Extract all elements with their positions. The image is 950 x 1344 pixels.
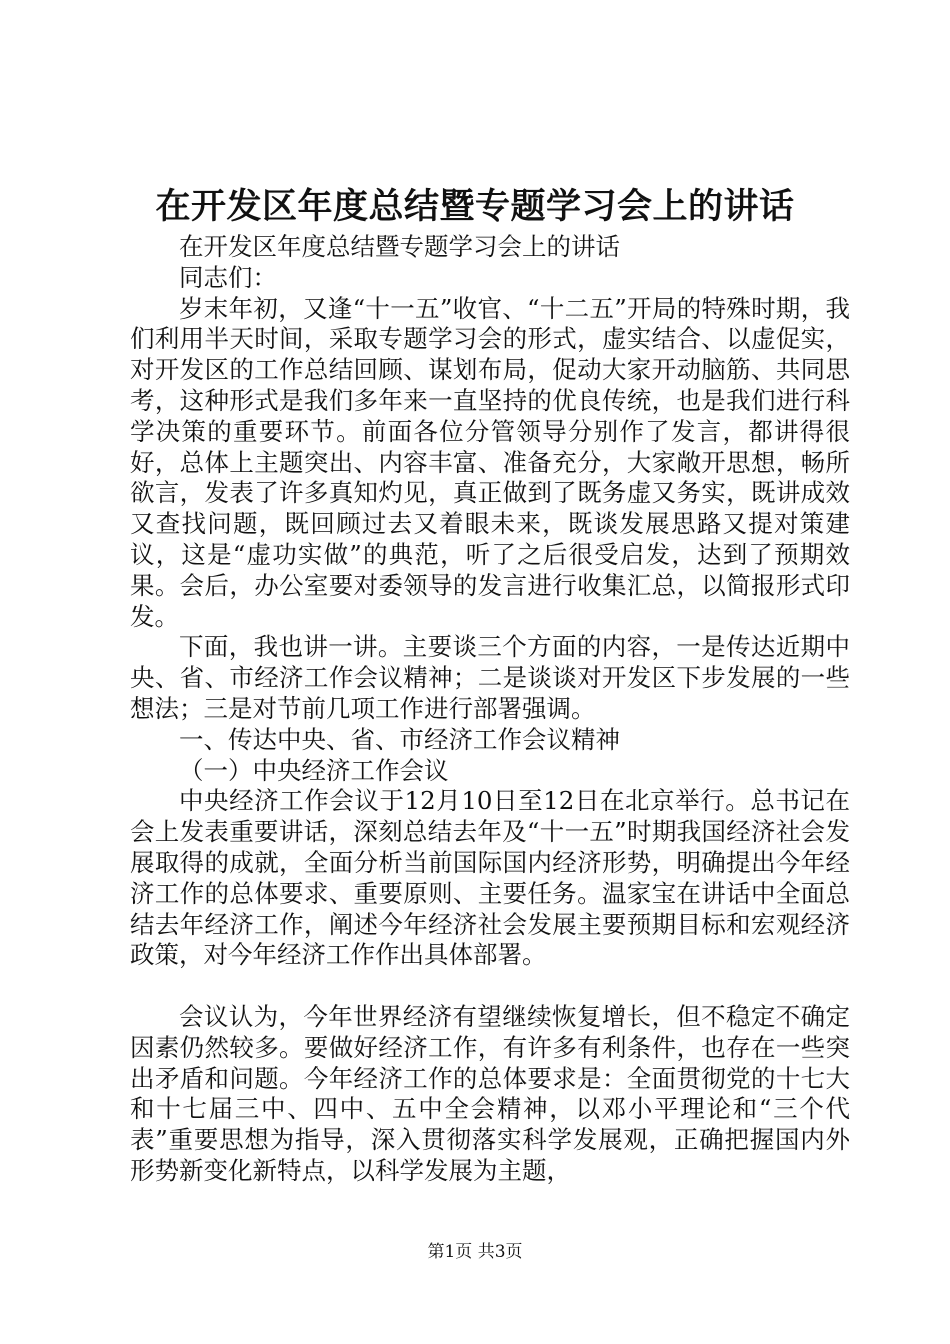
subsection-heading: （一）中央经济工作会议	[179, 755, 449, 785]
subtitle-paragraph: 在开发区年度总结暨专题学习会上的讲话	[179, 232, 620, 261]
section-heading: 一、传达中央、省、市经济工作会议精神	[179, 724, 620, 754]
body-paragraph: 岁末年初，又逢“十一五”收官、“十二五”开局的特殊时期，我们利用半天时间，采取专题学习会的形式，虚实结合、以虚促实，对开发区的工作总结回顾、谋划布局，促动大家开动脑筋、共同思考，这种形式是我们多年来一直坚持的优良传统，也是我们进行科学决策的重要环节。前面各位分管领导分别作了发言，都讲得很好，总体上主题突出、内容丰富、准备充分，大家敞开思想，畅所欲言，发表了许多真知灼见，真正做到了既务虚又务实，既讲成效又查找问题，既回顾过去又着眼未来，既谈发展思路又提对策建议，这是“虚功实做”的典范，听了之后很受启发，达到了预期效果。会后，办公室要对委领导的发言进行收集汇总，以简报形式印发。	[130, 293, 850, 631]
body-paragraph: 会议认为，今年世界经济有望继续恢复增长，但不稳定不确定因素仍然较多。要做好经济工作，有许多有利条件，也存在一些突出矛盾和问题。今年经济工作的总体要求是：全面贯彻党的十七大和十七届三中、四中、五中全会精神，以邓小平理论和“三个代表”重要思想为指导，深入贯彻落实科学发展观，正确把握国内外形势新变化新特点，以科学发展为主题，	[130, 1001, 850, 1185]
body-paragraph: 中央经济工作会议于12月10日至12日在北京举行。总书记在会上发表重要讲话，深刻总结去年及“十一五”时期我国经济社会发展取得的成就，全面分析当前国际国内经济形势，明确提出今年经济工作的总体要求、重要原则、主要任务。温家宝在讲话中全面总结去年经济工作，阐述今年经济社会发展主要预期目标和宏观经济政策，对今年经济工作作出具体部署。	[130, 786, 850, 970]
body-paragraph: 下面，我也讲一讲。主要谈三个方面的内容，一是传达近期中央、省、市经济工作会议精神；二是谈谈对开发区下步发展的一些想法；三是对节前几项工作进行部署强调。	[130, 632, 850, 723]
document-title: 在开发区年度总结暨专题学习会上的讲话	[155, 186, 795, 227]
document-body	[130, 232, 850, 1187]
salutation-paragraph: 同志们：	[179, 262, 277, 292]
page-number-footer: 第1页 共3页	[427, 1242, 523, 1262]
